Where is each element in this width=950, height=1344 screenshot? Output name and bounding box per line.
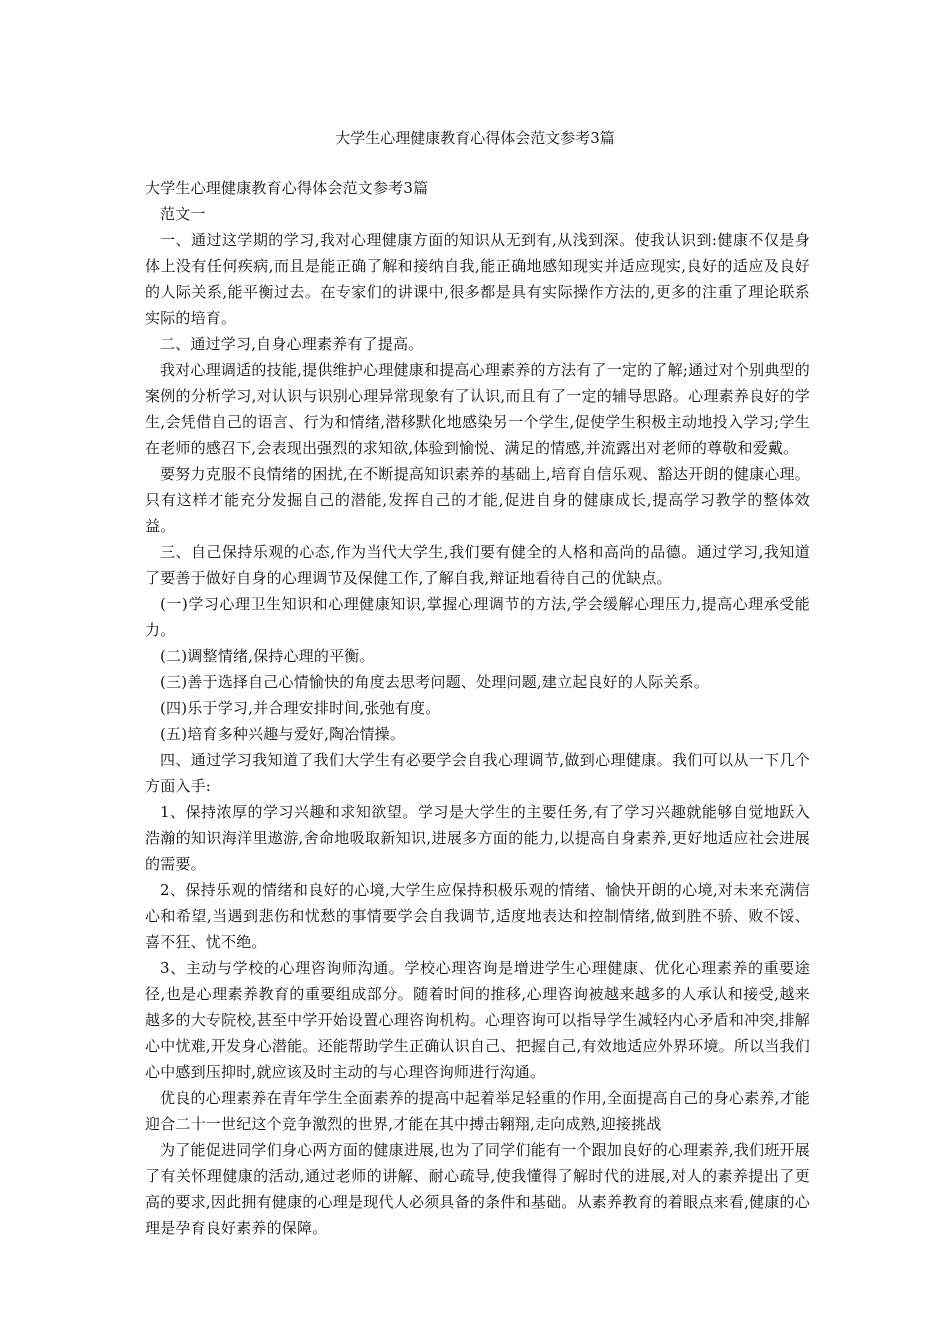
paragraph: (五)培育多种兴趣与爱好,陶冶情操。 — [160, 725, 406, 743]
document-title: 大学生心理健康教育心得体会范文参考3篇 — [335, 129, 615, 147]
paragraph: 二、通过学习,自身心理素养有了提高。 — [160, 335, 424, 353]
paragraph: 1、保持浓厚的学习兴趣和求知欲望。学习是大学生的主要任务,有了学习兴趣就能够自觉地跃入浩瀚的知识海洋里遨游,舍命地吸取新知识,进展多方面的能力,以提高自身素养,更好地适应社会进展的需要。 — [145, 803, 810, 873]
paragraph: 2、保持乐观的情绪和良好的心境,大学生应保持积极乐观的情绪、愉快开朗的心境,对未来充满信心和希望,当遇到悲伤和忧愁的事情要学会自我调节,适度地表达和控制情绪,做到胜不骄、败不馁、喜不狂、忧不绝。 — [145, 881, 810, 951]
paragraph: 3、主动与学校的心理咨询师沟通。学校心理咨询是增进学生心理健康、优化心理素养的重要途径,也是心理素养教育的重要组成部分。随着时间的推移,心理咨询被越来越多的人承认和接受,越来越多的大专院校,甚至中学开始设置心理咨询机构。心理咨询可以指导学生减轻内心矛盾和冲突,排解心中忧难,开发身心潜能。还能帮助学生正确认识自己、把握自己,有效地适应外界环境。所以当我们心中感到压抑时,就应该及时主动的与心理咨询师进行沟通。 — [145, 959, 810, 1081]
paragraph: 范文一 — [160, 205, 206, 223]
paragraph: 一、通过这学期的学习,我对心理健康方面的知识从无到有,从浅到深。使我认识到:健康不仅是身体上没有任何疾病,而且是能正确了解和接纳自我,能正确地感知现实并适应现实,良好的适应及良好的人际关系,能平衡过去。在专家们的讲课中,很多都是具有实际操作方法的,更多的注重了理论联系实际的培育。 — [145, 231, 810, 327]
paragraph: 三、自己保持乐观的心态,作为当代大学生,我们要有健全的人格和高尚的品德。通过学习,我知道了要善于做好自身的心理调节及保健工作,了解自我,辩证地看待自己的优缺点。 — [145, 543, 810, 587]
paragraph: 要努力克服不良情绪的困扰,在不断提高知识素养的基础上,培育自信乐观、豁达开朗的健康心理。只有这样才能充分发掘自己的潜能,发挥自己的才能,促进自身的健康成长,提高学习教学的整体效益。 — [145, 465, 810, 535]
document-subtitle: 大学生心理健康教育心得体会范文参考3篇 — [145, 179, 429, 197]
paragraph: 四、通过学习我知道了我们大学生有必要学会自我心理调节,做到心理健康。我们可以从一下几个方面入手: — [145, 751, 810, 795]
paragraph: 为了能促进同学们身心两方面的健康进展,也为了同学们能有一个跟加良好的心理素养,我们班开展了有关怀理健康的活动,通过老师的讲解、耐心疏导,使我懂得了解时代的进展,对人的素养提出了更高的要求,因此拥有健康的心理是现代人必须具备的条件和基础。从素养教育的着眼点来看,健康的心理是孕育良好素养的保障。 — [145, 1141, 810, 1237]
paragraph: (二)调整情绪,保持心理的平衡。 — [160, 647, 375, 665]
paragraph: (一)学习心理卫生知识和心理健康知识,掌握心理调节的方法,学会缓解心理压力,提高心理承受能力。 — [145, 595, 810, 639]
paragraph: 优良的心理素养在青年学生全面素养的提高中起着举足轻重的作用,全面提高自己的身心素养,才能迎合二十一世纪这个竞争激烈的世界,才能在其中搏击翱翔,走向成熟,迎接挑战 — [145, 1089, 810, 1133]
paragraph: (四)乐于学习,并合理安排时间,张弛有度。 — [160, 699, 441, 717]
paragraph: (三)善于选择自己心情愉快的角度去思考问题、处理问题,建立起良好的人际关系。 — [160, 673, 710, 691]
document-body — [145, 175, 810, 1241]
paragraph: 我对心理调适的技能,提供维护心理健康和提高心理素养的方法有了一定的了解;通过对个别典型的案例的分析学习,对认识与识别心理异常现象有了认识,而且有了一定的辅导思路。心理素养良好的学生,会凭借自己的语言、行为和情绪,潜移默化地感染另一个学生,促使学生积极主动地投入学习;学生在老师的感召下,会表现出强烈的求知欲,体验到愉悦、满足的情感,并流露出对老师的尊敬和爱戴。 — [145, 361, 810, 457]
